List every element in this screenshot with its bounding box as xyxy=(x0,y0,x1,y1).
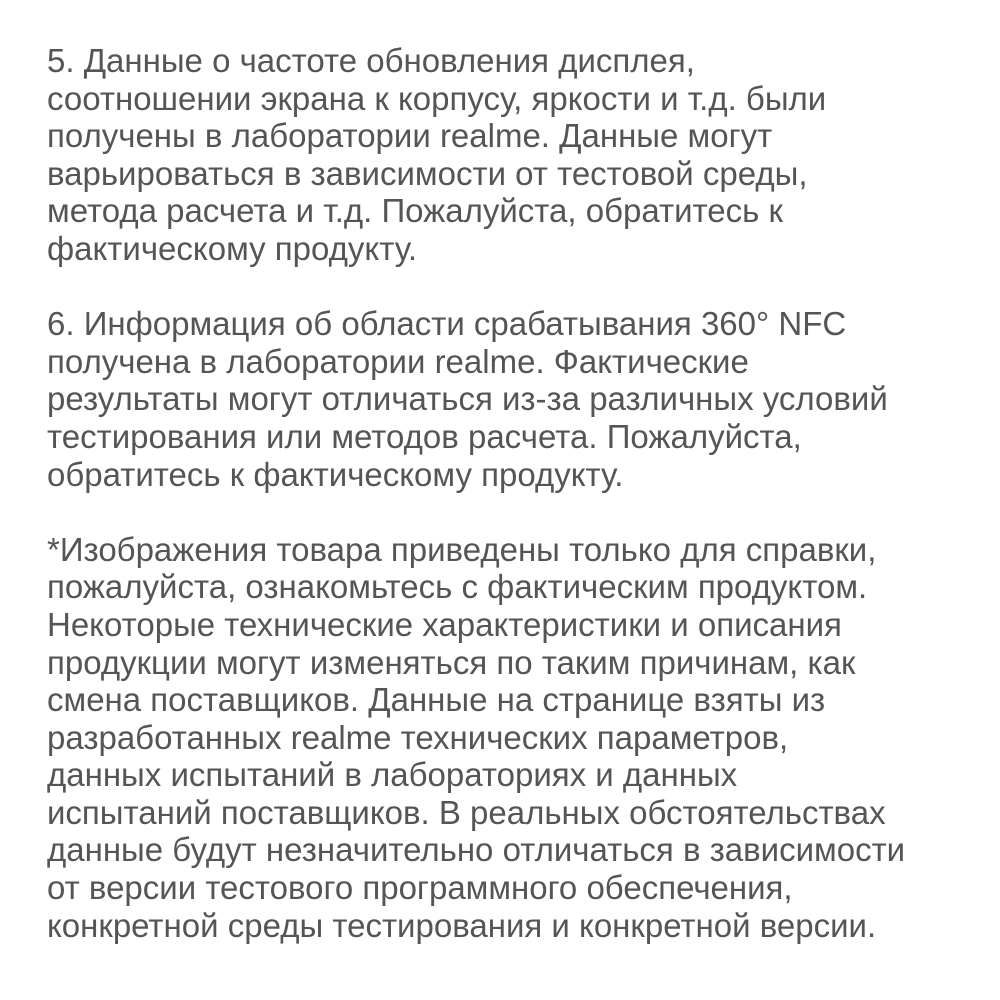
text-line: метода расчета и т.д. Пожалуйста, обратитесь к xyxy=(47,192,783,230)
text-line: испытаний поставщиков. В реальных обстоятельствах xyxy=(47,793,886,831)
text-line: обратитесь к фактическому продукту. xyxy=(47,455,624,493)
text-line: данных испытаний в лабораториях и данных xyxy=(47,756,738,794)
text-line: *Изображения товара приведены только для справки, xyxy=(47,530,877,568)
text-line: Некоторые технические характеристики и описания xyxy=(47,605,842,643)
text-line: пожалуйста, ознакомьтесь с фактическим продуктом. xyxy=(47,568,868,606)
text-line: результаты могут отличаться из-за различных условий xyxy=(47,380,888,418)
text-line: 5. Данные о частоте обновления дисплея, xyxy=(47,42,695,79)
text-line: смена поставщиков. Данные на странице взяты из xyxy=(47,681,826,719)
text-line: тестирования или методов расчета. Пожалуйста, xyxy=(47,417,802,455)
text-line: получена в лаборатории realme. Фактические xyxy=(47,342,749,380)
text-line: соотношении экрана к корпусу, яркости и т.д. были xyxy=(47,79,827,117)
note-6-paragraph xyxy=(47,305,905,493)
text-line: от версии тестового программного обеспечения, xyxy=(47,869,793,907)
note-5-paragraph xyxy=(47,42,905,268)
disclaimer-document xyxy=(47,42,905,982)
text-line: данные будут незначительно отличаться в зависимости xyxy=(47,831,906,869)
text-line: получены в лаборатории realme. Данные могут xyxy=(47,117,773,155)
text-line: фактическому продукту. xyxy=(47,229,418,267)
image-disclaimer-paragraph xyxy=(47,531,905,945)
text-line: конкретной среды тестирования и конкретной версии. xyxy=(47,906,877,944)
text-line: варьироваться в зависимости от тестовой среды, xyxy=(47,154,808,192)
text-line: разработанных realme технических параметров, xyxy=(47,718,789,756)
text-line: 6. Информация об области срабатывания 360° NFC xyxy=(47,305,847,343)
text-line: продукции могут изменяться по таким причинам, как xyxy=(47,643,856,681)
